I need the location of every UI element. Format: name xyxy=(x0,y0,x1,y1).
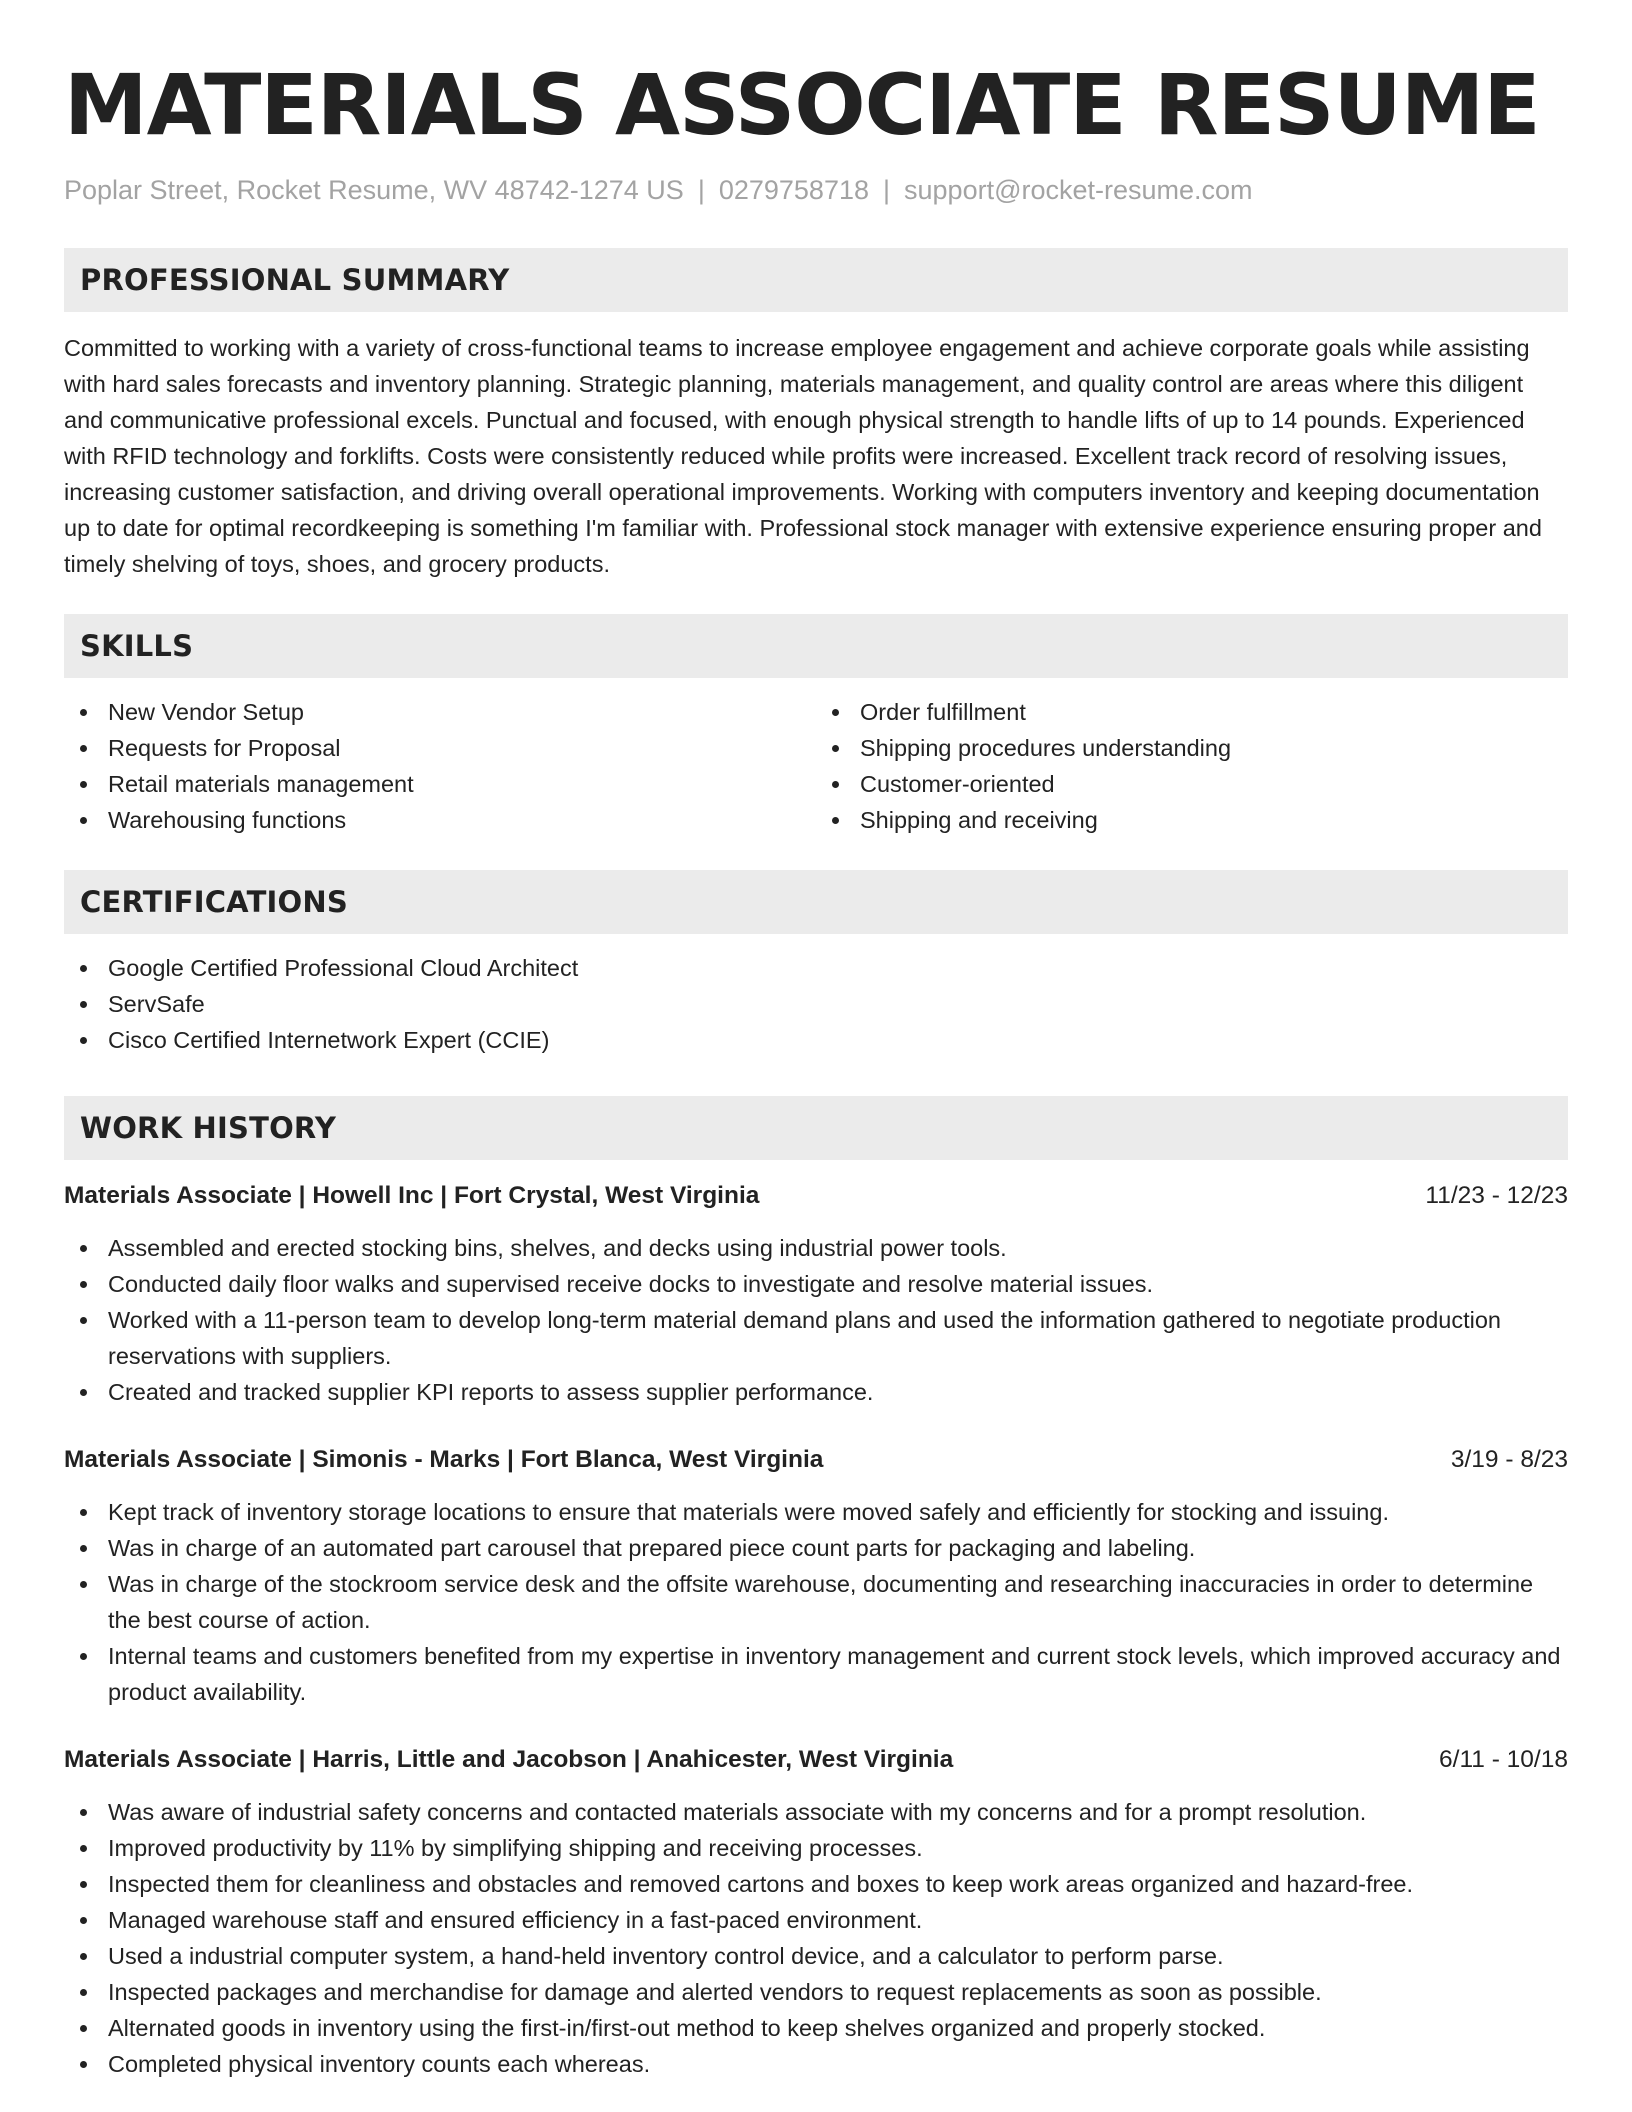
contact-email: support@rocket-resume.com xyxy=(904,175,1253,205)
job-bullet: Inspected packages and merchandise for damage and alerted vendors to request replacements as soon as possible. xyxy=(64,1974,1568,2010)
job-bullets xyxy=(64,1794,1568,2082)
certification-item: Google Certified Professional Cloud Architect xyxy=(64,950,1568,986)
work-history-section xyxy=(64,1096,1568,2082)
job-dates: 11/23 - 12/23 xyxy=(1425,1182,1568,1209)
contact-separator: | xyxy=(697,175,705,205)
job-bullet: Was in charge of the stockroom service desk and the offsite warehouse, documenting and researching inaccuracies in order to determine the best course of action. xyxy=(64,1566,1568,1638)
summary-text: Committed to working with a variety of cross-functional teams to increase employee engagement and achieve corporate goals while assisting with hard sales forecasts and inventory planning. Strategic planning, materials management, and quality control are areas where this diligent and communicative professional excels. Punctual and focused, with enough physical strength to handle lifts of up to 14 pounds. Experienced with RFID technology and forklifts. Costs were consistently reduced while profits were increased. Excellent track record of resolving issues, increasing customer satisfaction, and driving overall operational improvements. Working with computers inventory and keeping documentation up to date for optimal recordkeeping is something I'm familiar with. Professional stock manager with extensive experience ensuring proper and timely shelving of toys, shoes, and grocery products. xyxy=(64,335,1542,577)
job-bullet: Internal teams and customers benefited from my expertise in inventory management and current stock levels, which improved accuracy and product availability. xyxy=(64,1638,1568,1710)
job-bullets xyxy=(64,1230,1568,1410)
job-bullet: Kept track of inventory storage locations to ensure that materials were moved safely and efficiently for stocking and issuing. xyxy=(64,1494,1568,1530)
job-bullet: Improved productivity by 11% by simplifying shipping and receiving processes. xyxy=(64,1830,1568,1866)
job-bullet: Assembled and erected stocking bins, shelves, and decks using industrial power tools. xyxy=(64,1230,1568,1266)
job-bullet: Alternated goods in inventory using the first-in/first-out method to keep shelves organized and properly stocked. xyxy=(64,2010,1568,2046)
certification-item: Cisco Certified Internetwork Expert (CCIE) xyxy=(64,1022,1568,1058)
job-bullet: Was aware of industrial safety concerns and contacted materials associate with my concerns and for a prompt resolution. xyxy=(64,1794,1568,1830)
job-dates: 3/19 - 8/23 xyxy=(1450,1446,1568,1473)
job-dates: 6/11 - 10/18 xyxy=(1439,1746,1568,1773)
certification-item: ServSafe xyxy=(64,986,1568,1022)
contact-phone: 0279758718 xyxy=(718,175,869,205)
certifications-list xyxy=(64,950,1568,1058)
skill-item: Shipping procedures understanding xyxy=(816,730,1568,766)
job-bullet: Managed warehouse staff and ensured efficiency in a fast-paced environment. xyxy=(64,1902,1568,1938)
skill-item: Requests for Proposal xyxy=(64,730,816,766)
job-title: Materials Associate | Harris, Little and Jacobson | Anahicester, West Virginia xyxy=(64,1746,954,1773)
skills-list-left xyxy=(64,694,816,838)
skill-item: New Vendor Setup xyxy=(64,694,816,730)
contact-separator: | xyxy=(883,175,891,205)
job-bullet: Used a industrial computer system, a hand-held inventory control device, and a calculator to perform parse. xyxy=(64,1938,1568,1974)
skills-section xyxy=(64,614,1568,838)
job-header xyxy=(64,1178,1568,1214)
job-title: Materials Associate | Howell Inc | Fort Crystal, West Virginia xyxy=(64,1182,760,1209)
job-bullet: Completed physical inventory counts each whereas. xyxy=(64,2046,1568,2082)
section-heading-skills: SKILLS xyxy=(64,614,1568,678)
skills-list-right xyxy=(816,694,1568,838)
section-heading-certifications: CERTIFICATIONS xyxy=(64,870,1568,934)
job-entry xyxy=(64,1442,1568,1710)
summary-section xyxy=(64,248,1568,582)
skill-item: Customer-oriented xyxy=(816,766,1568,802)
job-header xyxy=(64,1442,1568,1478)
job-entry xyxy=(64,1742,1568,2082)
section-heading-summary: PROFESSIONAL SUMMARY xyxy=(64,248,1568,312)
skill-item: Retail materials management xyxy=(64,766,816,802)
skill-item: Shipping and receiving xyxy=(816,802,1568,838)
job-bullet: Conducted daily floor walks and supervised receive docks to investigate and resolve material issues. xyxy=(64,1266,1568,1302)
contact-address: Poplar Street, Rocket Resume, WV 48742-1274 US xyxy=(64,175,684,205)
job-bullet: Created and tracked supplier KPI reports to assess supplier performance. xyxy=(64,1374,1568,1410)
skills-grid xyxy=(64,678,1568,838)
job-header xyxy=(64,1742,1568,1778)
job-title: Materials Associate | Simonis - Marks | Fort Blanca, West Virginia xyxy=(64,1446,824,1473)
certifications-section xyxy=(64,870,1568,1058)
job-bullet: Was in charge of an automated part carousel that prepared piece count parts for packaging and labeling. xyxy=(64,1530,1568,1566)
skill-item: Warehousing functions xyxy=(64,802,816,838)
resume-title: MATERIALS ASSOCIATE RESUME xyxy=(64,56,1540,154)
section-heading-work-history: WORK HISTORY xyxy=(64,1096,1568,1160)
skill-item: Order fulfillment xyxy=(816,694,1568,730)
job-entry xyxy=(64,1178,1568,1410)
job-bullet: Inspected them for cleanliness and obstacles and removed cartons and boxes to keep work areas organized and hazard-free. xyxy=(64,1866,1568,1902)
contact-line xyxy=(64,172,1568,208)
job-bullets xyxy=(64,1494,1568,1710)
job-bullet: Worked with a 11-person team to develop long-term material demand plans and used the information gathered to negotiate production reservations with suppliers. xyxy=(64,1302,1568,1374)
